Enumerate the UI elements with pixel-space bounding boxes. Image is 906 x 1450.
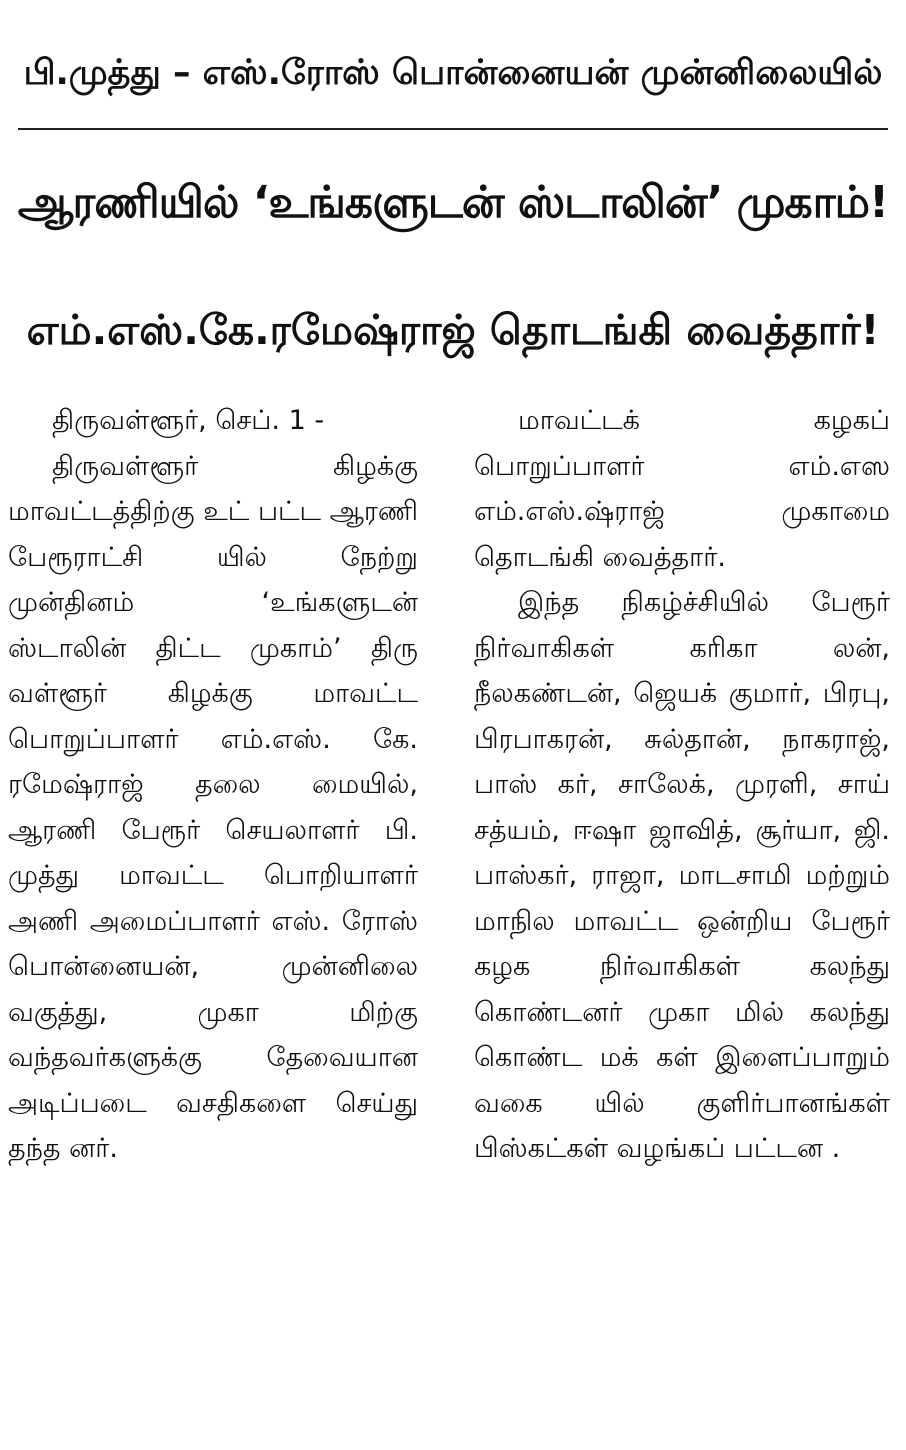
subheadline: எம்.எஸ்.கே.ரமேஷ்ராஜ் தொடங்கி வைத்தார்! [26, 306, 880, 354]
dateline: திருவள்ளூர், செப். 1 - [52, 405, 325, 436]
article-column-left [8, 398, 418, 1172]
body-paragraph-3: இந்த நிகழ்ச்சியில் பேரூர் நிர்வாகிகள் கரிகா லன், நீலகண்டன், ஜெயக் குமார், பிரபு, பிரபாகரன், சுல்தான், நாகராஜ், பாஸ் கர், சாலேக், முரளி, சாய் சத்யம், ஈஷா ஜாவித், சூர்யா, ஜி. பாஸ்கர், ராஜா, மாடசாமி மற்றும் மாநில மாவட்ட ஒன்றிய பேரூர் கழக நிர்வாகிகள் கலந்து கொண்டனர் முகா மில் கலந்து கொண்ட மக் கள் இளைப்பாறும் வகை யில் குளிர்பானங்கள் பிஸ்கட்கள் வழங்கப் பட்டன . [474, 587, 890, 1164]
kicker-line: பி.முத்து – எஸ்.ரோஸ் பொன்னையன் முன்னிலையில் [23, 53, 883, 93]
article-column-right [474, 398, 890, 1172]
divider-rule [18, 128, 888, 130]
body-paragraph-2: மாவட்டக் கழகப் பொறுப்பாளர் எம்.எஸ எம்.எஸ்.ஷ்ராஜ் முகாமை தொடங்கி வைத்தார். [474, 405, 890, 573]
body-paragraph-1: திருவள்ளூர் கிழக்கு மாவட்டத்திற்கு உட் பட்ட ஆரணி பேரூராட்சி யில் நேற்று முன்தினம் ‘உங்களுடன் ஸ்டாலின் திட்ட முகாம்’ திரு வள்ளூர் கிழக்கு மாவட்ட பொறுப்பாளர் எம்.எஸ். கே. ரமேஷ்ராஜ் தலை மையில், ஆரணி பேரூர் செயலாளர் பி. முத்து மாவட்ட பொறியாளர் அணி அமைப்பாளர் எஸ். ரோஸ் பொன்னையன், முன்னிலை வகுத்து, முகா மிற்கு வந்தவர்களுக்கு தேவையான அடிப்படை வசதிகளை செய்து தந்த னர். [8, 450, 418, 1164]
headline: ஆரணியில் ‘உங்களுடன் ஸ்டாலின்’ முகாம்! [17, 177, 889, 228]
